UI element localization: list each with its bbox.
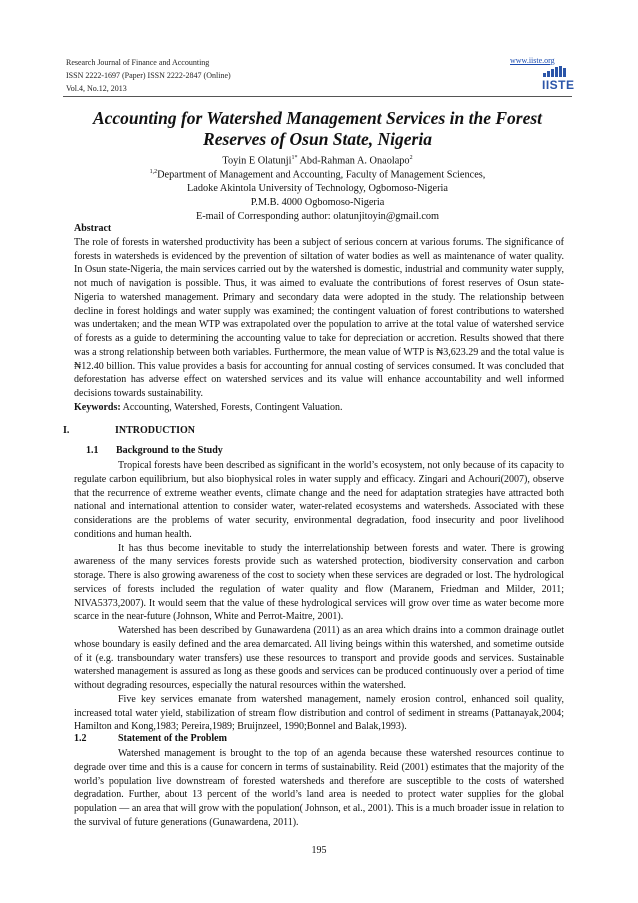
subsection-number: 1.1 bbox=[86, 445, 99, 456]
section-number: I. bbox=[63, 425, 70, 436]
author-1: Toyin E Olatunji bbox=[222, 155, 292, 167]
background-paragraph: It has thus become inevitable to study the interrelationship between forests and water. There is growing awareness of the many services forests provide such as watershed protection, biodiversity conservation and carbon storage. There is also growing awareness of the cost to society when these services are degraded or lost. The hydrological services of forests included the regulation of water quality and flow (Maranem, Friedman and Milder, 2011; NIVA5373,2007). It would seem that the value of these hydrological services will grow over time as water become more scarce in the near-future (Johnson, White and Perrot-Maitre, 2001). bbox=[74, 542, 564, 623]
journal-header bbox=[66, 56, 231, 95]
subsection-title: Statement of the Problem bbox=[118, 733, 227, 744]
title-line-1: Accounting for Watershed Management Services in the Forest bbox=[92, 108, 543, 128]
abstract-text: The role of forests in watershed productivity has been a subject of serious concern at various forums. The significance of forests in watersheds is evidenced by the prevention of siltation of water bodies as well as maintenance of water quality. In Osun state-Nigeria, the main services carried out by the watershed is domestic, industrial and community water supply, not much of navigation is possible. Thus, it was aimed to evaluate the contributions of forest reserves of Osun state-Nigeria to watershed management. Primary and secondary data were adopted in the study. The relationship between decline in forest holdings and water supply was examined; the contingent valuation of forest contributions to watershed was undertaken; and the mean WTP was extrapolated over the population to arrive at the total value of watershed service of forests as a guide to determining the accounting value to take for depreciation or accretion. Results showed that there was a strong relationship between both variables. Furthermore, the mean value of WTP is ₦3,623.29 and the total value is ₦12.40 billion. This value provides a basis for accounting for annual costing of services consumed. It was concluded that deforestation has adverse effect on watershed services and its value will enhance accountability and well informed decisions towards sustainability. bbox=[74, 236, 564, 399]
journal-volume: Vol.4, No.12, 2013 bbox=[66, 84, 127, 93]
abstract-heading: Abstract bbox=[74, 223, 112, 234]
article-title bbox=[63, 108, 572, 150]
subsection-title: Background to the Study bbox=[116, 445, 223, 456]
journal-website-link[interactable]: www.iiste.org bbox=[510, 56, 555, 65]
corresponding-email: E-mail of Corresponding author: olatunjitoyin@gmail.com bbox=[195, 211, 440, 223]
background-paragraphs bbox=[74, 459, 564, 734]
keywords-label: Keywords: bbox=[74, 401, 121, 413]
affiliation-line-1 bbox=[63, 165, 572, 182]
author-2-sup: 2 bbox=[409, 155, 413, 161]
section-title: INTRODUCTION bbox=[115, 425, 196, 436]
author-1-sup: 1* bbox=[291, 155, 298, 161]
subsection-number: 1.2 bbox=[74, 733, 87, 744]
keywords-line bbox=[74, 401, 564, 415]
page-number: 195 bbox=[311, 845, 327, 856]
affiliation-sup: 1,2 bbox=[149, 169, 158, 175]
header-divider bbox=[63, 96, 572, 97]
journal-name: Research Journal of Finance and Accounting bbox=[66, 58, 210, 67]
background-paragraph: Five key services emanate from watershed management, namely erosion control, enhanced soil quality, increased total water yield, stabilization of stream flow distribution and control of sediment in streams (Pattanayak,2004; Hamilton and Kong,1983; Pereira,1989; Bruijnzeel, 1990;Bonnel and Balak,1993). bbox=[74, 693, 564, 733]
iiste-logo bbox=[541, 66, 575, 94]
journal-issn: ISSN 2222-1697 (Paper) ISSN 2222-2847 (Online) bbox=[66, 71, 231, 80]
abstract-block bbox=[74, 222, 564, 415]
problem-paragraph: Watershed management is brought to the top of an agenda because these watershed resources continue to degrade over time and this is a cause for concern in terms of sustainability. Reid (2001) estimates that the majority of the world’s population live downstream of forested watersheds and therefore are susceptible to the costs of watershed degradation. Further, about 13 percent of the world’s land area is needed to protect water supplies for the global population — an area that will grow with the population( Johnson, et al., 2001). This is a much broader issue in relation to the survival of future generations (Gunawardena, 2011). bbox=[74, 748, 564, 828]
subsection-heading-1-1 bbox=[86, 445, 223, 456]
title-line-2: Reserves of Osun State, Nigeria bbox=[203, 129, 432, 149]
author-2: Abd-Rahman A. Onaolapo bbox=[299, 155, 410, 167]
affiliation-dept: Department of Management and Accounting, Faculty of Management Sciences, bbox=[157, 169, 486, 181]
background-paragraph: Tropical forests have been described as significant in the world’s ecosystem, not only because of its capacity to regulate carbon equilibrium, but also biophysical roles in water supply and efficacy. Zingari and Achouri(2007), observe that the recurrence of extreme weather events, climate change and the need for adaptation strategies have attracted both national and international attention to consider water, water-related ecosystems and watersheds. Associated with these considerations are the problems of water security, environmental degradation, food insecurity and poor livelihood conditions and human health. bbox=[74, 460, 564, 540]
affiliation-line-3: P.M.B. 4000 Ogbomoso-Nigeria bbox=[250, 197, 385, 209]
background-paragraph: Watershed has been described by Gunawardena (2011) as an area which drains into a common drainage outlet whose boundary is easily defined and the area demarcated. All living beings within this watershed, and sometime outside of it (e.g. transboundary water transfers) use these resources to transport and provide goods and services. Sustainable watershed management is assured as long as these goods and services can be produced continuously over a period of time without degrading resources, especially the natural resources within the watershed. bbox=[74, 625, 564, 691]
section-heading-introduction bbox=[63, 425, 195, 436]
subsection-heading-1-2 bbox=[74, 733, 227, 744]
logo-bars-icon bbox=[543, 66, 569, 77]
affiliation-block bbox=[63, 165, 572, 224]
keywords-text: Accounting, Watershed, Forests, Contingent Valuation. bbox=[122, 401, 343, 413]
affiliation-line-2: Ladoke Akintola University of Technology, Ogbomoso-Nigeria bbox=[187, 183, 448, 195]
problem-paragraphs bbox=[74, 747, 564, 830]
logo-text: IISTE bbox=[542, 78, 575, 92]
